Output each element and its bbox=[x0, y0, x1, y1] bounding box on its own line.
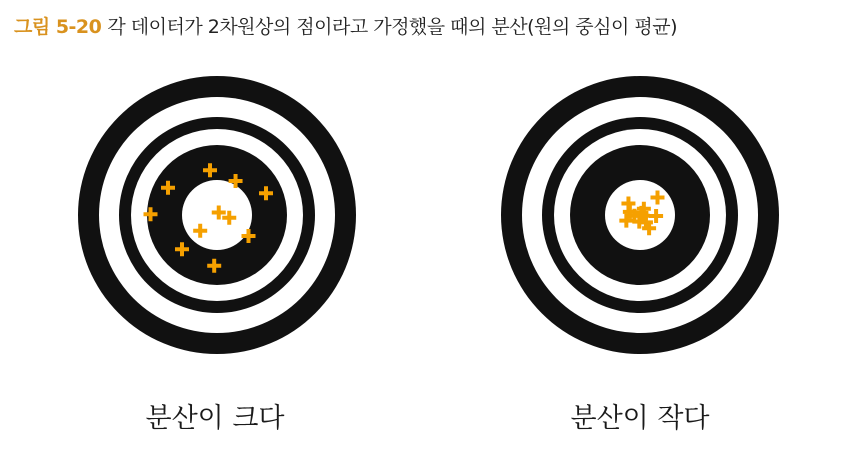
figure-label: 그림 5-20 bbox=[14, 16, 102, 38]
label-large-variance: 분산이 크다 bbox=[145, 403, 285, 434]
label-small-variance: 분산이 작다 bbox=[570, 403, 710, 434]
caption-text: 각 데이터가 2차원상의 점이라고 가정했을 때의 분산(원의 중심이 평균) bbox=[107, 16, 678, 38]
target-small-variance bbox=[501, 76, 779, 354]
target-large-variance bbox=[78, 76, 356, 354]
